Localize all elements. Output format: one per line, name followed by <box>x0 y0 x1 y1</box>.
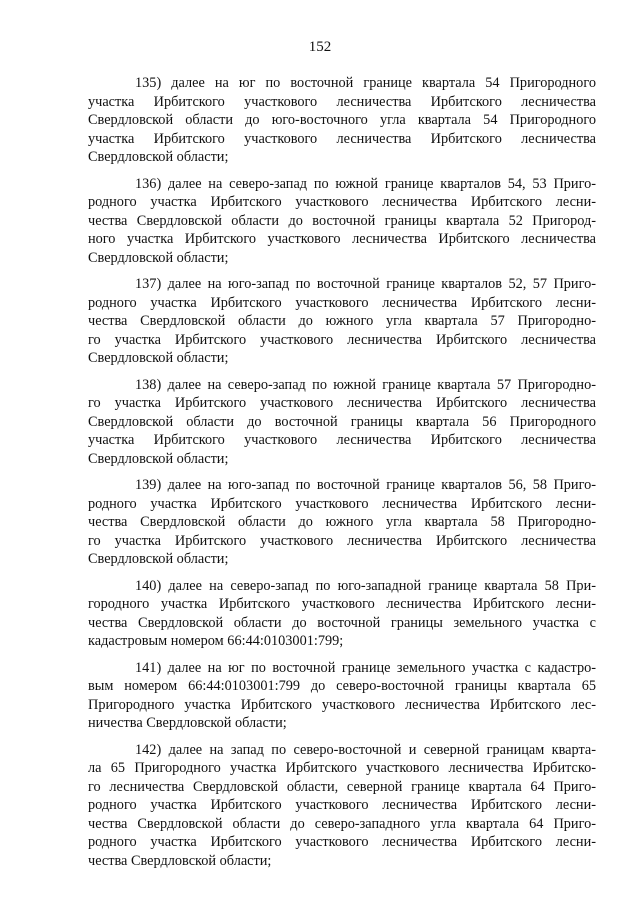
text-line: кадастровым номером 66:44:0103001:799; <box>88 633 344 649</box>
text-line: го участка Ирбитского участкового лесничества Ирбитского лесничества <box>88 331 596 348</box>
text-line: ничества Свердловской области; <box>88 715 287 731</box>
text-line: чества Свердловской области до южного угла квартала 58 Пригородно- <box>88 514 596 530</box>
text-line: городного участка Ирбитского участкового лесничества Ирбитского лесни- <box>88 596 596 612</box>
text-line: 138) далее на северо-запад по южной границе квартала 57 Пригородно- <box>135 376 596 393</box>
text-line: Свердловской области; <box>88 350 229 366</box>
text-line: участка Ирбитского участкового лесничества Ирбитского лесничества <box>88 432 596 448</box>
text-line: 141) далее на юг по восточной границе земельного участка с кадастро- <box>135 659 596 676</box>
text-line: 142) далее на запад по северо-восточной и северной границам кварта- <box>135 741 596 758</box>
paragraph <box>88 476 596 569</box>
text-line: го участка Ирбитского участкового лесничества Ирбитского лесничества <box>88 532 596 549</box>
text-line: вым номером 66:44:0103001:799 до северо-восточной границы квартала 65 <box>88 678 596 694</box>
text-line: родного участка Ирбитского участкового лесничества Ирбитского лесни- <box>88 294 596 311</box>
text-line: 139) далее на юго-запад по восточной границе кварталов 56, 58 Приго- <box>135 477 596 493</box>
text-line: родного участка Ирбитского участкового лесничества Ирбитского лесни- <box>88 495 596 512</box>
paragraph <box>88 741 596 871</box>
text-line: участка Ирбитского участкового лесничества Ирбитского лесничества <box>88 130 596 147</box>
text-line: родного участка Ирбитского участкового лесничества Ирбитского лесни- <box>88 797 596 813</box>
text-line: го лесничества Свердловской области, северной границе квартала 64 Приго- <box>88 778 596 795</box>
text-line: 137) далее на юго-запад по восточной границе кварталов 52, 57 Приго- <box>135 276 596 292</box>
text-line: ла 65 Пригородного участка Ирбитского участкового лесничества Ирбитско- <box>88 760 596 776</box>
text-line: Свердловской области до восточной границы квартала 56 Пригородного <box>88 413 596 430</box>
text-line: чества Свердловской области; <box>88 852 272 869</box>
paragraph <box>88 659 596 733</box>
text-line: Пригородного участка Ирбитского участкового лесничества Ирбитского лес- <box>88 696 596 713</box>
text-line: го участка Ирбитского участкового лесничества Ирбитского лесничества <box>88 395 596 411</box>
text-line: участка Ирбитского участкового лесничества Ирбитского лесничества <box>88 93 596 110</box>
text-line: Свердловской области до юго-восточного угла квартала 54 Пригородного <box>88 112 596 128</box>
text-line: 140) далее на северо-запад по юго-западной границе квартала 58 При- <box>135 577 596 594</box>
text-line: 136) далее на северо-запад по южной границе кварталов 54, 53 Приго- <box>135 175 596 192</box>
paragraph <box>88 275 596 368</box>
text-line: чества Свердловской области до южного угла квартала 57 Пригородно- <box>88 313 596 329</box>
paragraph <box>88 74 596 167</box>
document-body <box>88 74 596 878</box>
text-line: ного участка Ирбитского участкового лесничества Ирбитского лесничества <box>88 231 596 247</box>
text-line: Свердловской области; <box>88 149 229 165</box>
text-line: Свердловской области; <box>88 450 229 467</box>
page-number: 152 <box>308 39 332 55</box>
text-line: чества Свердловской области до восточной границы квартала 52 Пригород- <box>88 212 596 229</box>
paragraph <box>88 577 596 651</box>
paragraph <box>88 175 596 268</box>
text-line: Свердловской области; <box>88 551 229 567</box>
text-line: чества Свердловской области до восточной границы земельного участка с <box>88 614 596 631</box>
text-line: родного участка Ирбитского участкового лесничества Ирбитского лесни- <box>88 194 596 210</box>
text-line: Свердловской области; <box>88 249 229 266</box>
text-line: родного участка Ирбитского участкового лесничества Ирбитского лесни- <box>88 834 596 850</box>
text-line: 135) далее на юг по восточной границе квартала 54 Пригородного <box>135 75 596 91</box>
paragraph <box>88 376 596 469</box>
text-line: чества Свердловской области до северо-западного угла квартала 64 Приго- <box>88 815 596 832</box>
